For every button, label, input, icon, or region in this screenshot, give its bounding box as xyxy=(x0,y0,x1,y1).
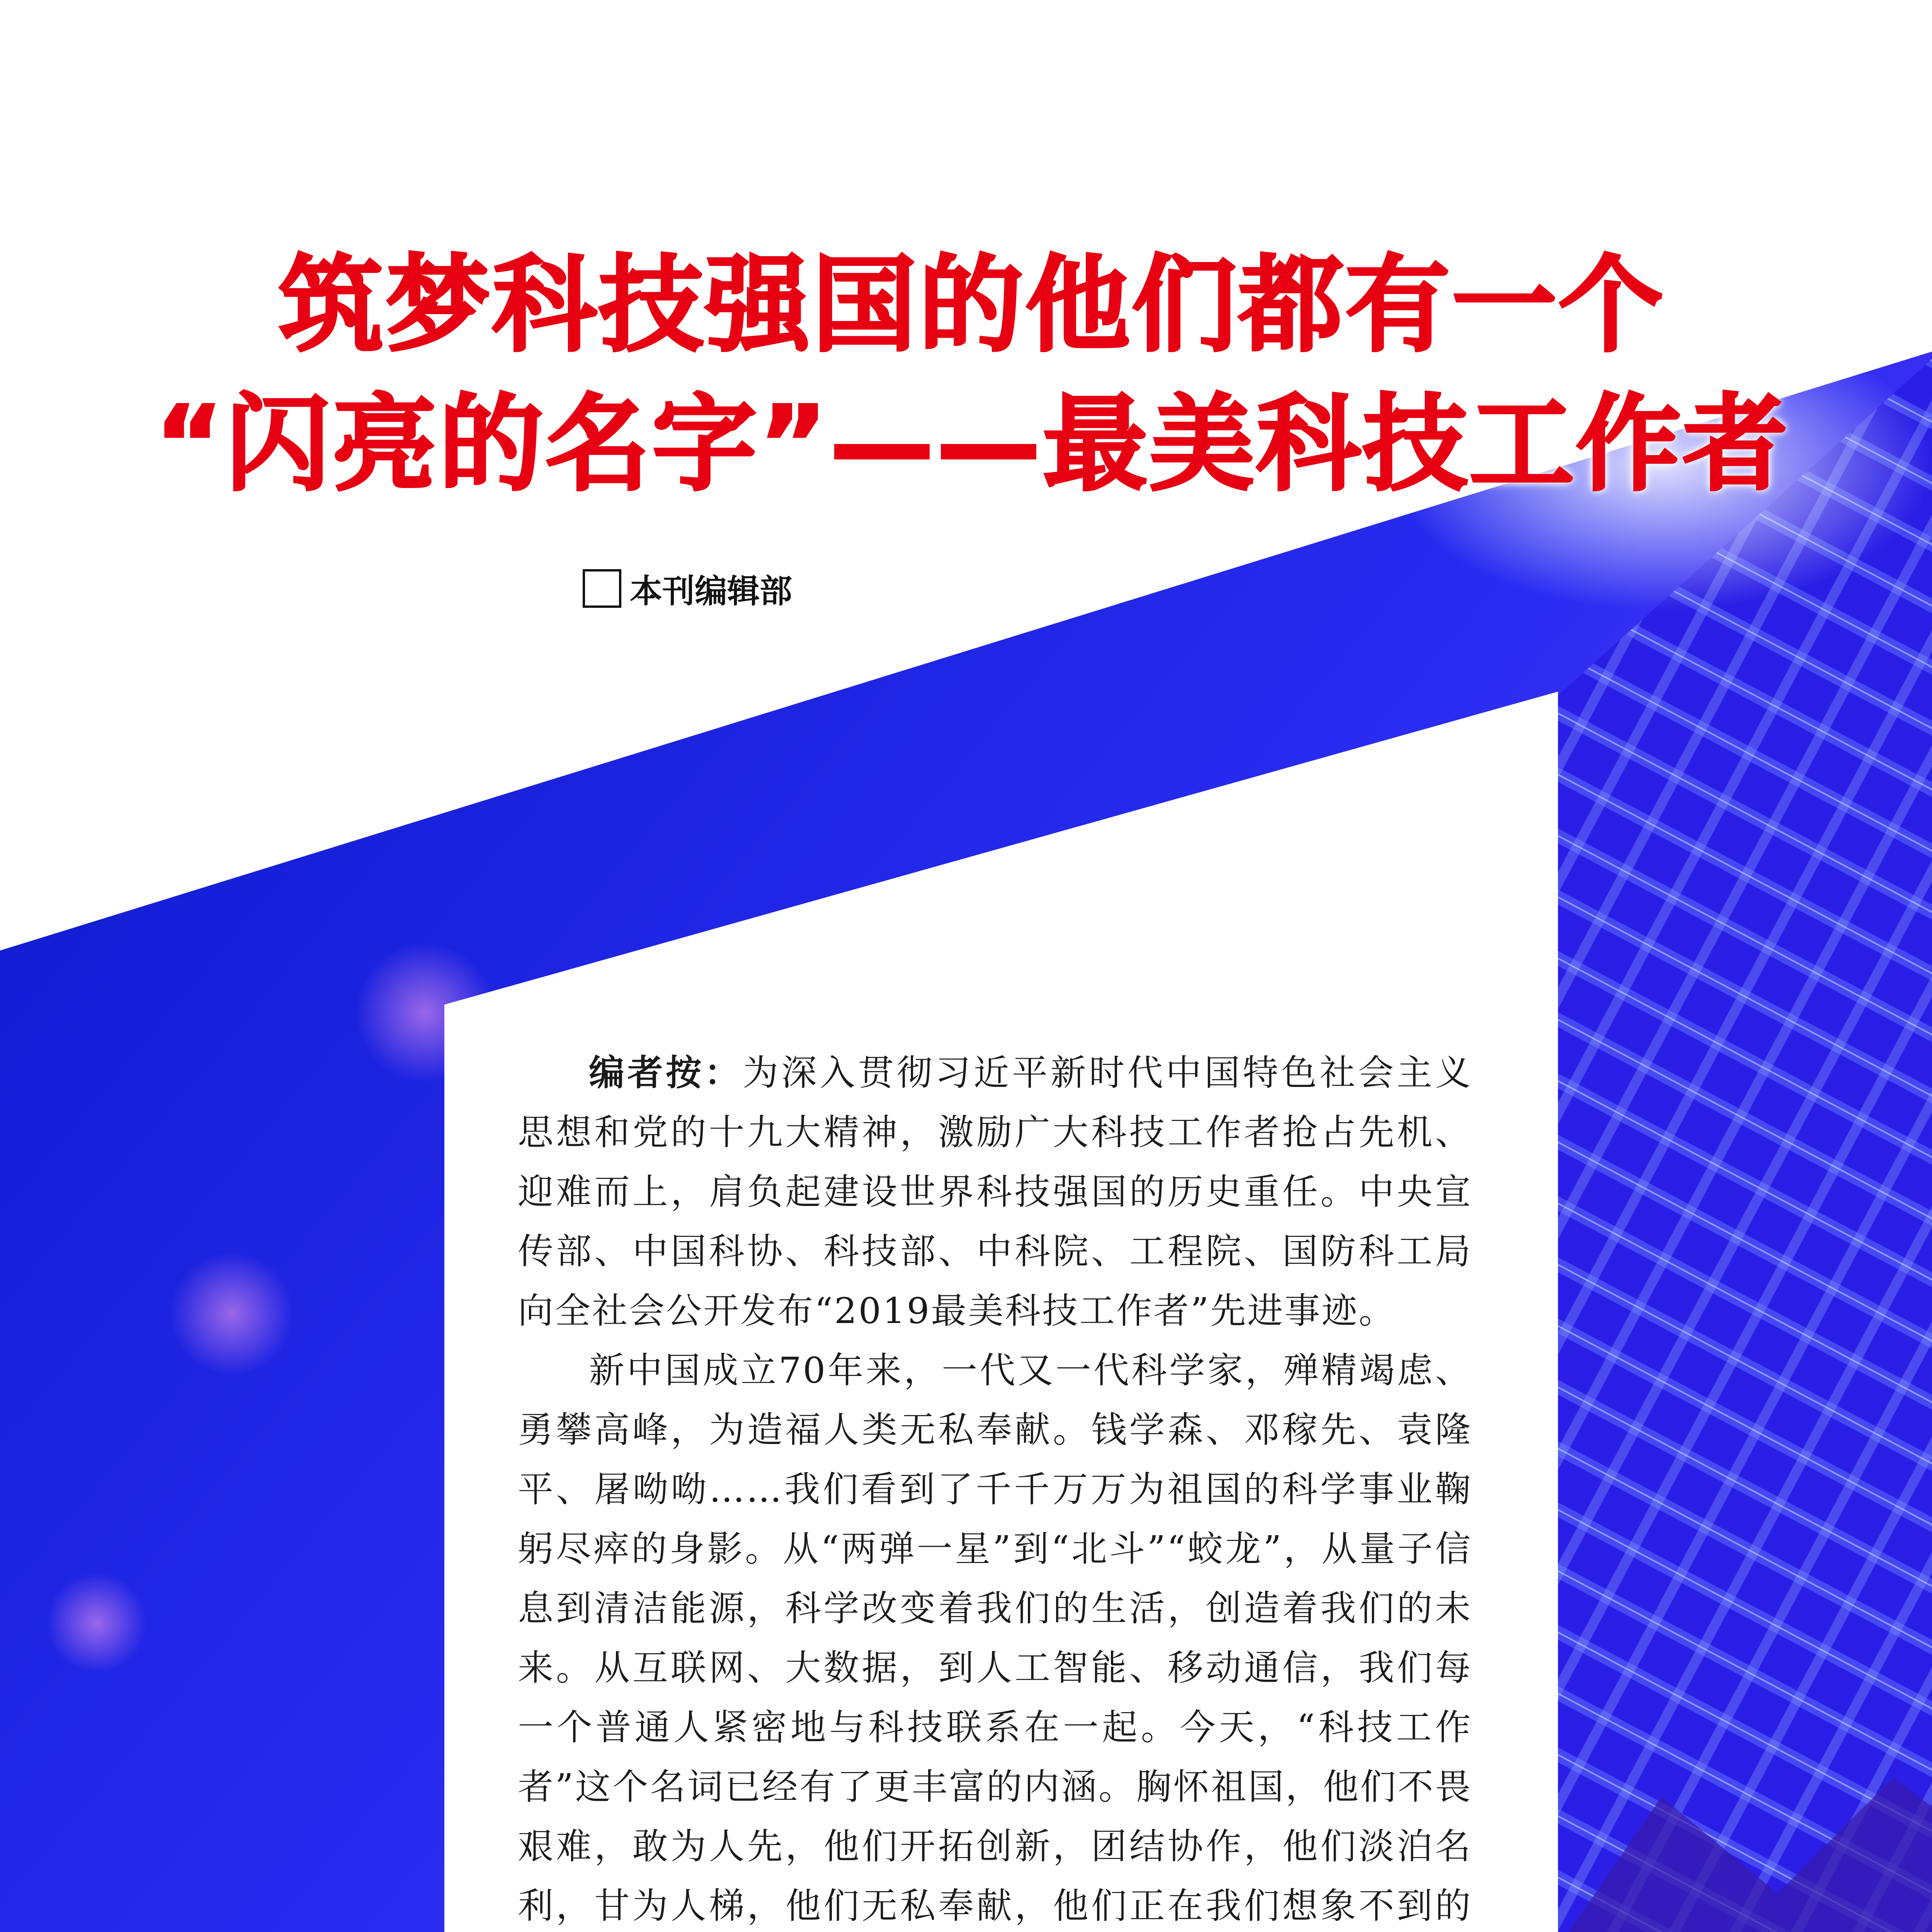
editor-note-text: 为深入贯彻习近平新时代中国特色社会主义思想和党的十九大精神，激励广大科技工作者抢占先机、迎难而上，肩负起建设世界科技强国的历史重任。中央宣传部、中国科协、科技部、中科院、工程院、国防科工局向全社会公开发布“2019最美科技工作者”先进事迹。 xyxy=(518,1052,1472,1332)
article-paragraph-2: 新中国成立70年来，一代又一代科学家，殚精竭虑、勇攀高峰，为造福人类无私奉献。钱学森、邓稼先、袁隆平、屠呦呦……我们看到了千千万万为祖国的科学事业鞠躬尽瘁的身影。从“两弹一星”到“北斗”“蛟龙”，从量子信息到清洁能源，科学改变着我们的生活，创造着我们的未来。从互联网、大数据，到人工智能、移动通信，我们每一个普通人紧密地与科技联系在一起。今天，“科技工作者”这个名词已经有了更丰富的内涵。胸怀祖国，他们不畏艰难，敢为人先，他们开拓创新，团结协作，他们淡泊名利，甘为人梯，他们无私奉献，他们正在我们想象不到的 xyxy=(518,1350,1472,1927)
page-title-line-2: “闪亮的名字”——最美科技工作者 xyxy=(155,383,1790,505)
byline-box-icon xyxy=(583,569,621,608)
byline xyxy=(583,567,792,610)
article-body xyxy=(518,1043,1472,1932)
bokeh-light xyxy=(170,1252,294,1376)
byline-author: 本刊编辑部 xyxy=(630,572,793,610)
page-title-line-1: 筑梦科技强国的他们都有一个 xyxy=(279,244,1665,366)
bokeh-light xyxy=(46,1573,147,1673)
editor-note-label: 编者按： xyxy=(589,1052,743,1094)
editor-note-paragraph xyxy=(518,1043,1472,1341)
